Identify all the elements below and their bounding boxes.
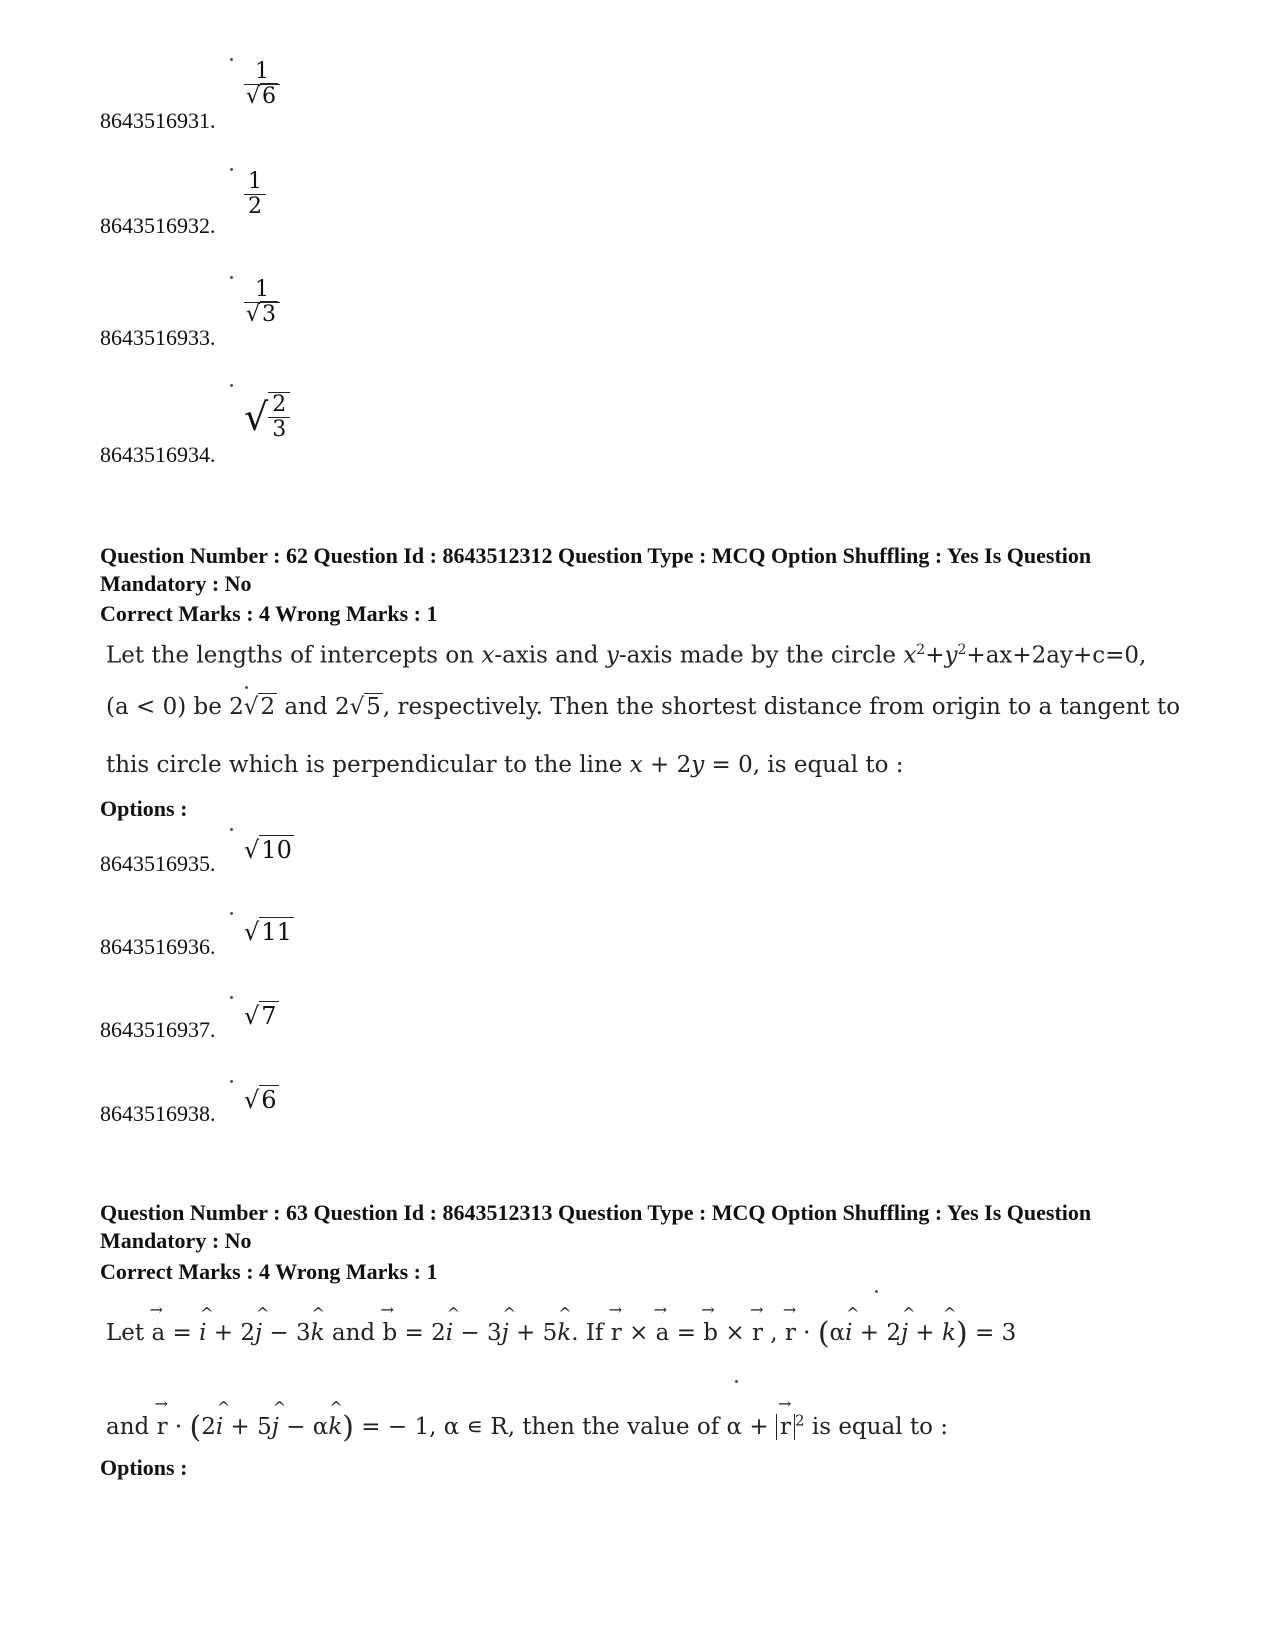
question-header: Question Number : 62 Question Id : 8643512312 Question Type : MCQ Option Shuffling : Yes Is Question Mandatory : No (100, 543, 1092, 596)
options-label: Options : (100, 796, 188, 821)
option-id: 8643516938. (100, 1101, 216, 1126)
option-id: 8643516936. (100, 934, 216, 959)
option-id: 8643516937. (100, 1017, 216, 1042)
option-expression: √7 (244, 1002, 277, 1030)
question-header: Question Number : 63 Question Id : 8643512313 Question Type : MCQ Option Shuffling : Yes Is Question Mandatory : No (100, 1200, 1092, 1253)
options-label: Options : (100, 1455, 188, 1480)
option-id: 8643516935. (100, 851, 216, 876)
question-text-line: and → r · (2^ i + 5^ j − α^ k) = − 1, α ∊ R, then the value of α + → r $^2$ is equal to : (106, 1410, 948, 1445)
question-text-line: Let the lengths of intercepts on x-axis and y-axis made by the circle $x^2+y^2+ax+2ay+c=0$, (106, 642, 1147, 669)
option-id: 8643516931. (100, 108, 216, 133)
option-expression: $\frac{1}{2}$ (244, 170, 266, 219)
option-expression: √ $\frac{2}{3}$ (244, 392, 290, 442)
question-text-line: this circle which is perpendicular to the line x + 2y = 0, is equal to : (106, 752, 904, 778)
option-expression: √11 (244, 918, 292, 946)
option-expression: $\frac{1}{√6}$ (244, 60, 280, 109)
question-marks: Correct Marks : 4 Wrong Marks : 1 (100, 601, 438, 626)
option-expression: $\frac{1}{√3}$ (244, 278, 280, 327)
option-id: 8643516932. (100, 213, 216, 238)
option-id: 8643516934. (100, 442, 216, 467)
option-expression: √6 (244, 1086, 277, 1114)
option-id: 8643516933. (100, 325, 216, 350)
question-text-line: (a < 0) be 2√2 and 2√5, respectively. Then the shortest distance from origin to a tangent to (106, 694, 1181, 720)
question-text-line: Let → a = ^ i + 2^ j − 3^ k and → b = 2^ i − 3^ j + 5^ k. If → r × → a = → b × → r , → r · (α^ i + 2^ j + ^ k) = 3 (106, 1316, 1016, 1351)
question-marks: Correct Marks : 4 Wrong Marks : 1 (100, 1259, 438, 1284)
option-expression: √10 (244, 836, 292, 864)
